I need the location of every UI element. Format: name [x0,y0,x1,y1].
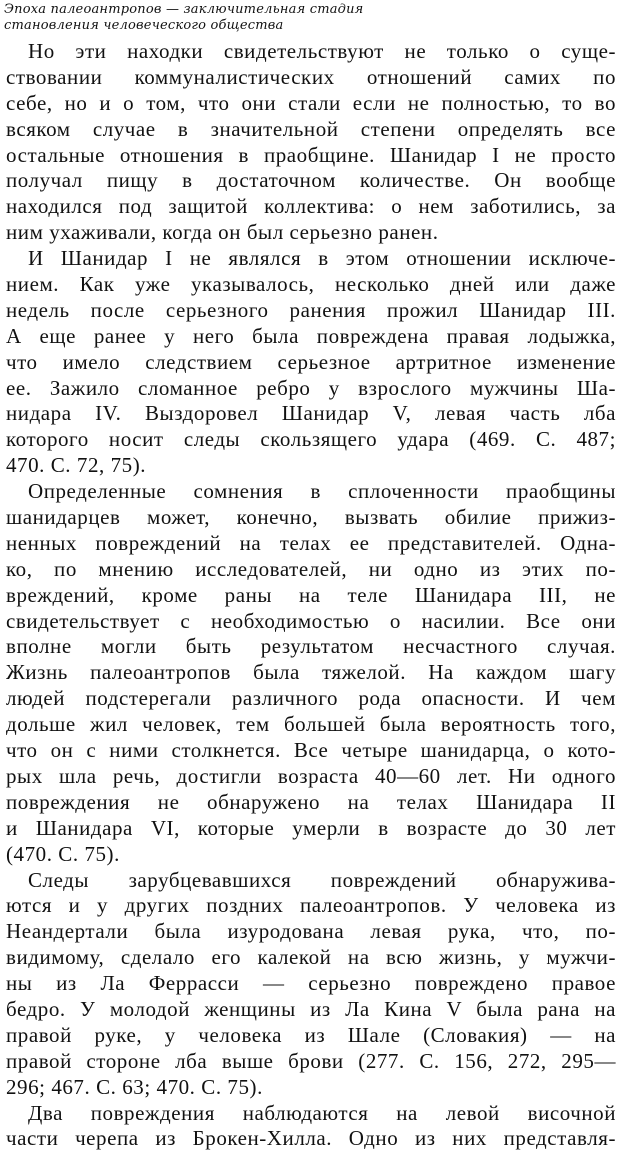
text-line: нидара IV. Выздоровел Шанидар V, левая часть лба [6,401,616,426]
text-line: ются и у других поздних палеоантропов. У человека из [6,893,616,918]
text-line: вполне могли быть результатом несчастного случая. [6,634,616,659]
text-line: всяком случае в значительной степени определять все [6,116,616,141]
text-line: рых шла речь, достигли возраста 40—60 лет. Ни одного [6,763,616,788]
text-line: 470. С. 72, 75). [6,453,147,478]
text-line: повреждения не обнаружено на телах Шанидара II [6,789,616,814]
paragraph [6,1101,616,1152]
text-line: дольше жил человек, тем большей была вероятность того, [6,712,616,737]
text-line: Следы зарубцевавшихся повреждений обнаружива- [28,867,616,892]
paragraph [6,246,616,479]
running-head [4,2,614,34]
text-line: и Шанидара VI, которые умерли в возрасте до 30 лет [6,815,616,840]
text-line: видимому, сделало его калекой на всю жизнь, у мужчи- [6,945,616,970]
running-head-line: Эпоха палеоантропов — заключительная стадия [4,2,364,17]
text-line: себе, но и о том, что они стали если не полностью, то во [6,90,616,115]
text-line: ко, по мнению исследователей, ни одно из этих по- [6,556,616,581]
text-line: Неандертали была изуродована левая рука, что, по- [6,919,616,944]
text-line: ны из Ла Феррасси — серьезно повреждено правое [6,971,616,996]
text-line: свидетельствует с необходимостью о насилии. Все они [6,608,616,633]
text-line: правой стороне лба выше брови (277. С. 156, 272, 295— [6,1048,616,1073]
paragraph [6,479,616,867]
text-line: И Шанидар I не являлся в этом отношении исключе- [28,246,616,271]
text-line: ненных повреждений на телах ее представителей. Одна- [6,530,616,555]
text-line: Определенные сомнения в сплоченности праобщины [28,479,616,504]
text-line: Жизнь палеоантропов была тяжелой. На каждом шагу [6,660,616,685]
text-line: бедро. У молодой женщины из Ла Кина V была рана на [6,996,616,1021]
paragraph [6,868,616,1101]
text-line: шанидарцев может, конечно, вызвать обилие прижиз- [6,505,616,530]
text-line: части черепа из Брокен-Хилла. Одно из них представля- [6,1126,616,1151]
paragraph [6,39,616,246]
text-line: А еще ранее у него была повреждена правая лодыжка, [6,323,616,348]
text-line: получал пищу в достаточном количестве. Он вообще [6,168,616,193]
text-line: ее. Зажило сломанное ребро у взрослого мужчины Ша- [6,375,616,400]
text-line: ствовании коммуналистических отношений самих по [6,64,616,89]
text-line: остальные отношения в праобщине. Шанидар I не просто [6,142,616,167]
running-head-line: становления человеческого общества [4,18,284,33]
text-line: людей подстерегали различного рода опасности. И чем [6,686,616,711]
body-text [6,39,616,1152]
text-line: (470. С. 75). [6,841,120,866]
text-line: Но эти находки свидетельствуют не только о суще- [28,39,616,63]
text-line: находился под защитой коллектива: о нем заботились, за [6,194,616,219]
text-line: вреждений, кроме раны на теле Шанидара III, не [6,582,616,607]
text-line: Два повреждения наблюдаются на левой височной [28,1100,616,1125]
text-line: которого носит следы скользящего удара (469. С. 487; [6,427,616,452]
text-line: правой руке, у человека из Шале (Словакия) — на [6,1022,616,1047]
text-line: 296; 467. С. 63; 470. С. 75). [6,1074,263,1099]
text-line: что имело следствием серьезное артритное изменение [6,349,616,374]
text-line: что он с ними столкнется. Все четыре шанидарца, о кото- [6,738,616,763]
text-line: ним ухаживали, когда он был серьезно ранен. [6,220,439,245]
text-line: нием. Как уже указывалось, несколько дней или даже [6,272,616,297]
text-line: недель после серьезного ранения прожил Шанидар III. [6,297,616,322]
